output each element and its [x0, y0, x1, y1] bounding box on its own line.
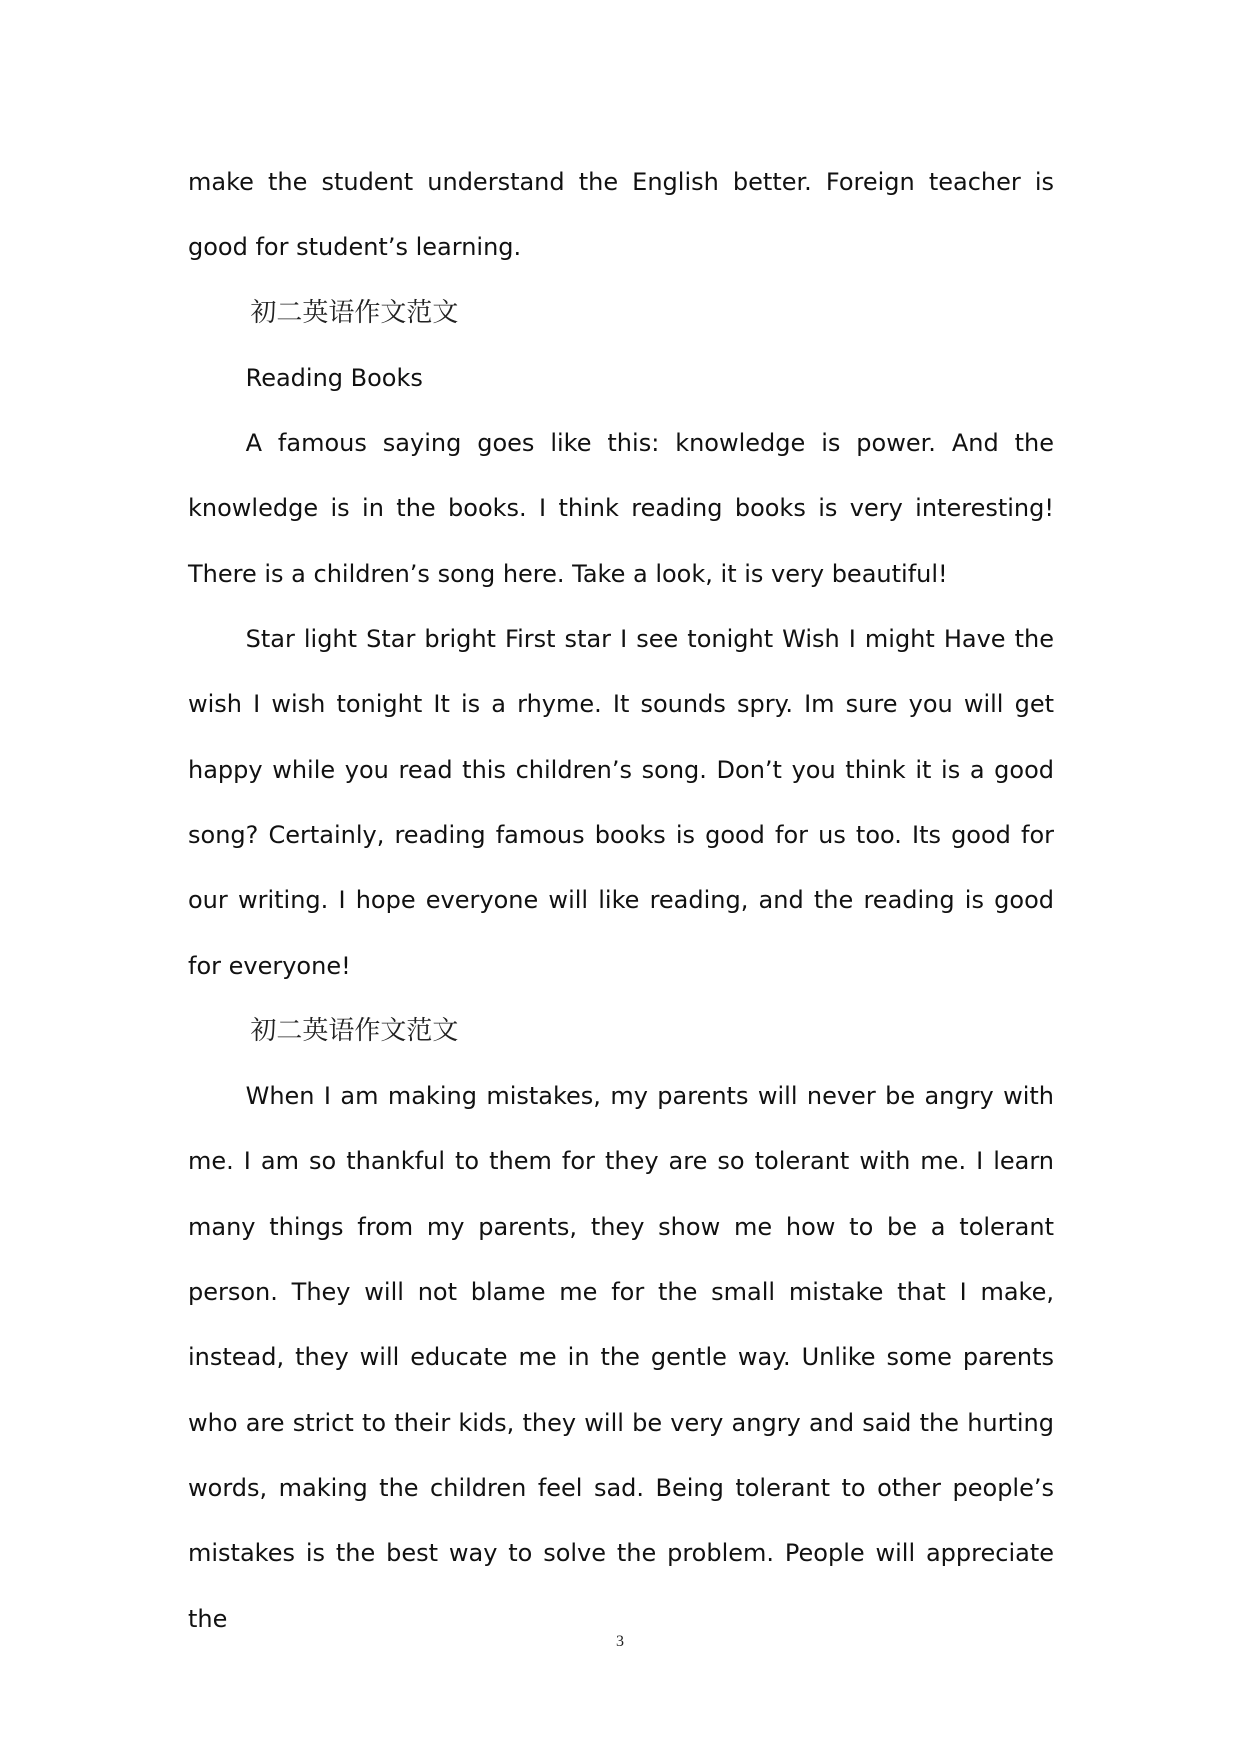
paragraph-star-light: Star light Star bright First star I see tonight Wish I might Have the wish I wish tonight It is a rhyme. It sounds spry. Im sure you will get happy while you read this children’s song. Don’t you think it is a good song? Certainly, reading famous books is good for us too. Its good for our writing. I hope everyone will like reading, and the reading is good for everyone!: [188, 625, 1054, 980]
paragraph-famous-saying: A famous saying goes like this: knowledge is power. And the knowledge is in the books. I think reading books is very interesting! There is a children’s song here. Take a look, it is very beautiful!: [188, 429, 1054, 588]
paragraph-foreign-teacher-ending: make the student understand the English better. Foreign teacher is good for student’s learning.: [188, 168, 1054, 262]
essay-title-reading-books: Reading Books: [245, 363, 423, 392]
page-number: 3: [616, 1633, 624, 1650]
section-heading-chinese-2: 初二英语作文范文: [250, 1015, 459, 1046]
document-body: [188, 150, 1054, 1652]
paragraph-parents-tolerant: When I am making mistakes, my parents will never be angry with me. I am so thankful to them for they are so tolerant with me. I learn many things from my parents, they show me how to be a tolerant person. They will not blame me for the small mistake that I make, instead, they will educate me in the gentle way. Unlike some parents who are strict to their kids, they will be very angry and said the hurting words, making the children feel sad. Being tolerant to other people’s mistakes is the best way to solve the problem. People will appreciate the: [188, 1082, 1054, 1633]
section-heading-chinese: 初二英语作文范文: [250, 297, 459, 328]
